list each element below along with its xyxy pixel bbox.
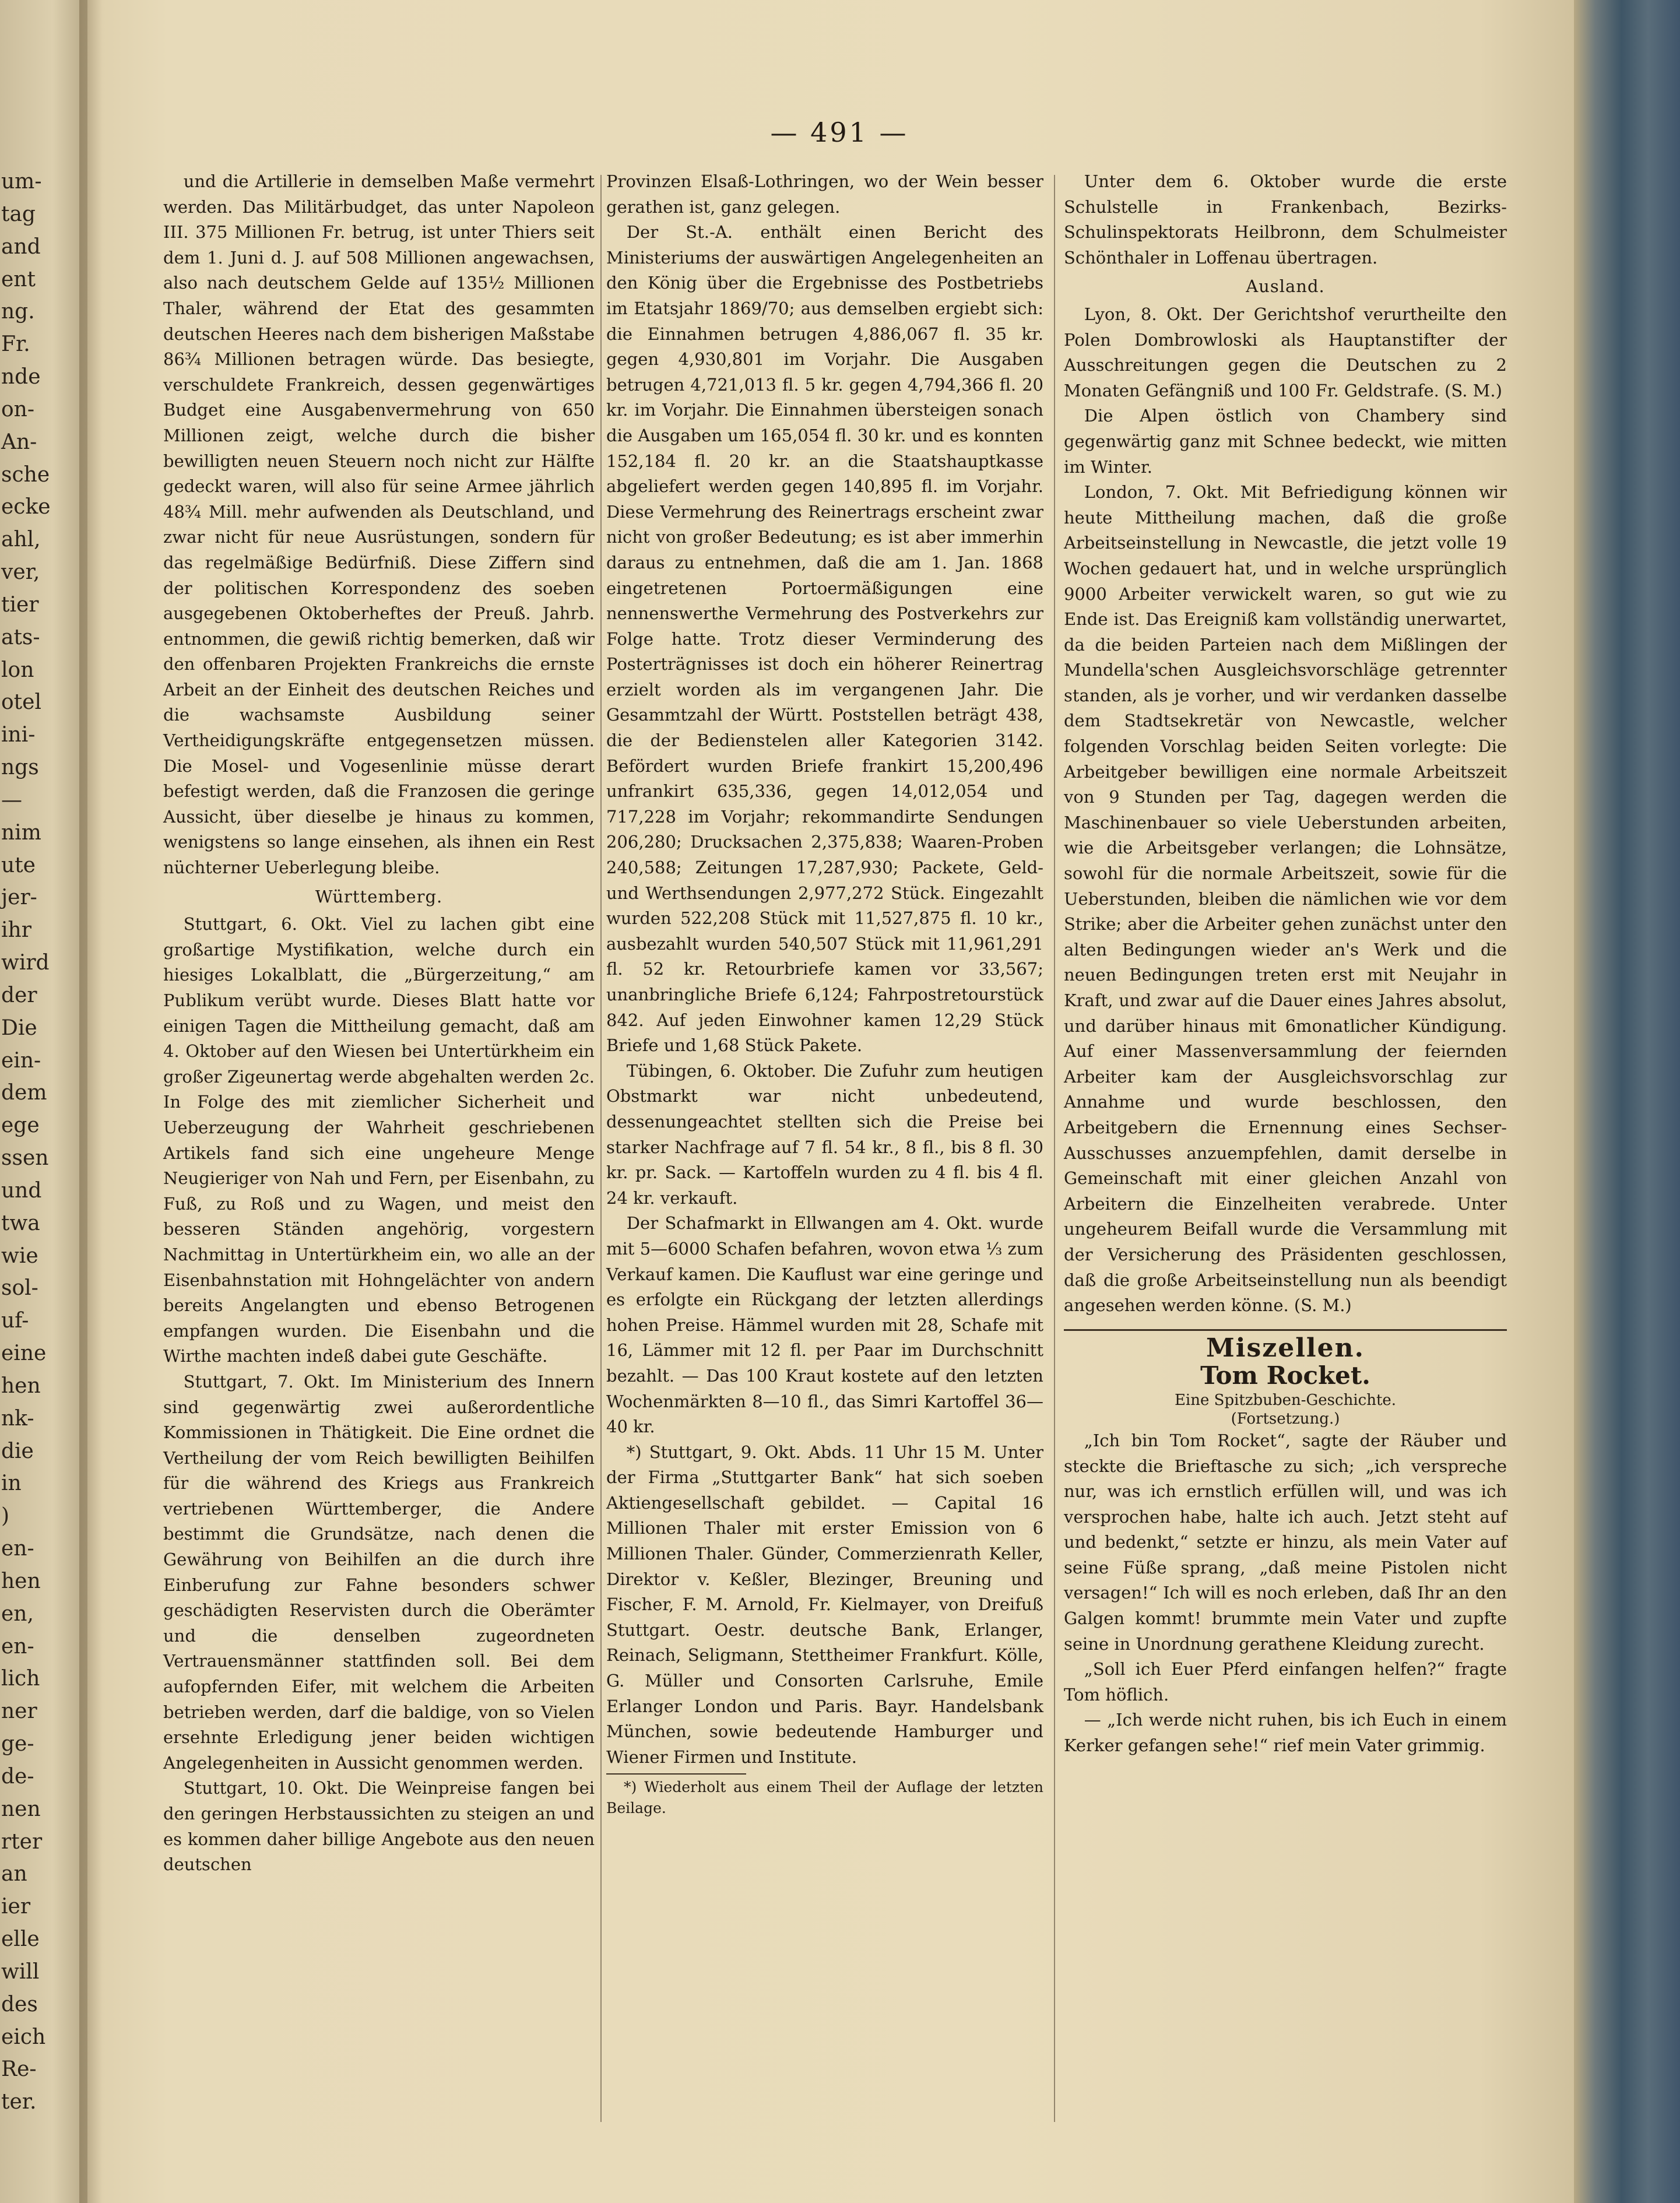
left-page-text-fragment: jer- — [1, 886, 37, 910]
left-page-text-fragment: lon — [1, 658, 34, 682]
left-page-text-fragment: Re- — [1, 2057, 37, 2082]
left-page-text-fragment: ) — [1, 1504, 10, 1529]
left-page-text-fragment: eine — [1, 1341, 47, 1365]
left-page-text-fragment: ahl, — [1, 528, 41, 552]
article-continuation: Provinzen Elsaß-Lothringen, wo der Wein besser gerathen ist, ganz gelegen. — [606, 171, 1043, 217]
column-rule — [1054, 175, 1055, 2122]
left-page-text-fragment: wie — [1, 1243, 38, 1268]
left-page-text-fragment: twa — [1, 1211, 40, 1235]
footnote: *) Wiederholt aus einem Theil der Auflage der letzten Beilage. — [606, 1779, 1043, 1817]
article-stuttgart-6-okt: Stuttgart, 6. Okt. Viel zu lachen gibt eine großartige Mystifikation, welche durch ein hiesiges Lokalblatt, die „Bürgerzeitung,“ am Publikum verübt wurde. Dieses Blatt hatte vor einigen Tagen die Mittheilung gemacht, daß am 4. Oktober auf den Wiesen bei Untertürkheim ein großer Zigeunertag werde abgehalten werden 2c. In Folge des mit ziemlicher Sicherheit und Ueberzeugung der Wahrheit geschriebenen Artikels fand sich eine ungeheure Menge Neugieriger von Nah und Fern, per Eisenbahn, zu Fuß, zu Roß und zu Wagen, und meist den besseren Ständen angehörig, vorgestern Nachmittag in Untertürkheim ein, wo alle an der Eisenbahnstation mit Hohngelächter von andern bereits Angelangten und ebenso Betrogenen empfangen wurden. Die Eisenbahn und die Wirthe machten indeß dabei gute Geschäfte. — [163, 914, 595, 1366]
column-2 — [606, 169, 1043, 1819]
section-heading-ausland: Ausland. — [1246, 276, 1325, 297]
article-schulstelle: Unter dem 6. Oktober wurde die erste Schulstelle in Frankenbach, Bezirks-Schulinspektorats Heilbronn, dem Schulmeister Schönthaler in Loffenau übertragen. — [1064, 171, 1507, 268]
left-page-text-fragment: und — [1, 1178, 42, 1203]
left-page-text-fragment: Die — [1, 1016, 37, 1040]
left-page-text-fragment: tier — [1, 592, 39, 617]
left-page-text-fragment: des — [1, 1992, 38, 2016]
left-page-text-fragment: ter. — [1, 2090, 37, 2114]
left-page-text-fragment: ats- — [1, 625, 40, 649]
left-page-text-fragment: ecke — [1, 495, 51, 519]
left-page-text-fragment: will — [1, 1959, 40, 1984]
article-schafmarkt: Der Schafmarkt in Ellwangen am 4. Okt. wurde mit 5—6000 Schafen befahren, wovon etwa ⅓ zum Verkauf kamen. Die Kauflust war eine geringe und es erfolgte ein Rückgang der letzten allerdings hohen Preise. Hämmel wurden mit 28, Schafe mit 16, Lämmer mit 12 fl. per Paar im Durchschnitt bezahlt. — Das 100 Kraut kostete auf den letzten Wochenmärkten 8—10 fl., das Simri Kartoffel 36—40 kr. — [606, 1213, 1043, 1437]
left-page-text-fragment: and — [1, 234, 41, 259]
column-1 — [163, 169, 595, 1878]
left-page-text-fragment: de- — [1, 1764, 34, 1789]
left-page-text-fragment: ver, — [1, 560, 40, 584]
article-alpen: Die Alpen östlich von Chambery sind gegenwärtig ganz mit Schnee bedeckt, wie mitten im Winter. — [1064, 406, 1507, 477]
left-page-text-fragment: wird — [1, 951, 50, 975]
left-page-text-fragment: nen — [1, 1797, 41, 1821]
section-separator — [1064, 1329, 1507, 1331]
column-3 — [1064, 169, 1507, 1759]
column-rule — [600, 175, 602, 2122]
story-paragraph: „Soll ich Euer Pferd einfangen helfen?“ fragte Tom höflich. — [1064, 1659, 1507, 1705]
left-page-text-fragment: ini- — [1, 723, 36, 747]
left-page-text-fragment: in — [1, 1471, 22, 1496]
left-page-text-fragment: en- — [1, 1634, 34, 1659]
page-gutter-shadow — [79, 0, 103, 2203]
left-page-text-fragment: hen — [1, 1569, 41, 1593]
left-page-text-fragment: dem — [1, 1081, 47, 1105]
left-page-text-fragment: sol- — [1, 1276, 38, 1301]
left-page-text-fragment: ge- — [1, 1732, 34, 1756]
article-postal-report: Der St.-A. enthält einen Bericht des Ministeriums der auswärtigen Angelegenheiten an den König über die Ergebnisse des Postbetriebs im Etatsjahr 1869/70; aus demselben ergiebt sich: die Einnahmen betrugen 4,886,067 fl. 35 kr. gegen 4,930,801 im Vorjahr. Die Ausgaben betrugen 4,721,013 fl. 5 kr. gegen 4,794,366 fl. 20 kr. im Vorjahr. Die Einnahmen übersteigen sonach die Ausgaben um 165,054 fl. 30 kr. und es konnten 152,184 fl. 20 kr. an die Staatshauptkasse abgeliefert werden gegen 140,895 fl. im Vorjahr. Diese Vermehrung des Reinertrags erscheint zwar nicht von großer Bedeutung; es ist aber immerhin daraus zu entnehmen, daß die am 1. Jan. 1868 eingetretenen Portoermäßigungen eine nennenswerthe Vermehrung des Postverkehrs zur Folge hatte. Trotz dieser Verminderung des Posterträgnisses ist doch ein höherer Reinertrag erzielt worden als im vergangenen Jahr. Die Gesammtzahl der Württ. Poststellen beträgt 438, die der Bedienstelen aller Kategorien 3142. Befördert wurden Briefe frankirt 15,200,496 unfrankirt 635,336, gegen 14,012,054 und 717,228 im Vorjahr; rekommandirte Sendungen 206,280; Drucksachen 2,375,838; Waaren-Proben 240,588; Zeitungen 17,287,930; Packete, Geld- und Werthsendungen 2,977,272 Stück. Eingezahlt wurden 522,208 Stück mit 11,527,875 fl. 10 kr., ausbezahlt wurden 540,507 Stück mit 11,961,291 fl. 52 kr. Retourbriefe kamen vor 33,567; unanbringliche Briefe 6,124; Fahrpostretourstück 842. Auf jeden Einwohner kamen 12,29 Stück Briefe und 1,68 Stück Pakete. — [606, 222, 1043, 1056]
footnote-rule — [606, 1773, 746, 1775]
article-tuebingen: Tübingen, 6. Oktober. Die Zufuhr zum heutigen Obstmarkt war nicht unbedeutend, dessenungeachtet stellten sich die Preise bei starker Nachfrage auf 7 fl. 54 kr., 8 fl., bis 8 fl. 30 kr. pr. Sack. — Kartoffeln wurden zu 4 fl. bis 4 fl. 24 kr. verkauft. — [606, 1060, 1043, 1208]
article-military-budget: und die Artillerie in demselben Maße vermehrt werden. Das Militärbudget, das unter Napoleon III. 375 Millionen Fr. betrug, ist unter Thiers seit dem 1. Juni d. J. auf 508 Millionen angewachsen, also nach deutschem Gelde auf 135½ Millionen Thaler, während der Etat des gesammten deutschen Heeres nach dem bisherigen Maßstabe 86¾ Millionen betragen würde. Das besiegte, verschuldete Frankreich, dessen gegenwärtiges Budget eine Ausgabenvermehrung von 650 Millionen zeigt, welche durch die bisher bewilligten neuen Steuern noch nicht zur Hälfte gedeckt waren, will also für seine Armee jährlich 48¾ Mill. mehr aufwenden als Deutschland, und zwar nicht für neue Ausrüstungen, sondern für das regelmäßige Bedürfniß. Diese Ziffern sind der politischen Korrespondenz des soeben ausgegebenen Oktoberheftes der Preuß. Jahrb. entnommen, die gewiß richtig bemerken, daß wir den offenbaren Projekten Frankreichs die ernste Arbeit an der Einheit des deutschen Reiches und die wachsamste Ausbildung seiner Vertheidigungskräfte entgegensetzen müssen. Die Mosel- und Vogesenlinie müsse derart befestigt werden, daß die Franzosen die geringe Aussicht, über dieselbe je hinaus zu kommen, wenigstens so lange einsehen, als ihnen ein Rest nüchterner Ueberlegung bleibe. — [163, 171, 595, 878]
left-page-text-fragment: en, — [1, 1601, 34, 1626]
left-page-text-fragment: nk- — [1, 1406, 34, 1431]
left-page-text-fragment: elle — [1, 1927, 40, 1951]
left-page-text-fragment: ihr — [1, 918, 31, 943]
left-page-text-fragment: hen — [1, 1373, 41, 1398]
story-subtitle: Eine Spitzbuben-Geschichte. — [1174, 1391, 1397, 1409]
left-page-text-fragment: an — [1, 1862, 27, 1886]
left-page-text-fragment: ssen — [1, 1146, 49, 1170]
left-page-text-fragment: uf- — [1, 1309, 29, 1333]
left-page-text-fragment: sche — [1, 462, 50, 487]
left-page-text-fragment: Fr. — [1, 332, 30, 357]
story-continuation-note: (Fortsetzung.) — [1231, 1410, 1340, 1428]
left-page-text-fragment: um- — [1, 170, 42, 194]
left-page-text-fragment: — — [1, 788, 22, 812]
story-paragraph: „Ich bin Tom Rocket“, sagte der Räuber und steckte die Brieftasche zu sich; „ich verspreche nur, was ich ernstlich erfüllen will, und was ich versprochen habe, halte ich auch. Jetzt steht auf und bedenkt,“ setzte er hinzu, als mein Vater auf seine Füße sprang, „daß meine Pistolen nicht versagen!“ Ich will es noch erleben, daß Ihr an den Galgen kommt! brummte mein Vater und zupfte seine in Unordnung gerathene Kleidung zurecht. — [1064, 1430, 1507, 1654]
left-page-edge — [0, 0, 87, 2203]
left-page-text-fragment: ier — [1, 1895, 31, 1919]
article-lyon: Lyon, 8. Okt. Der Gerichtshof verurtheilte den Polen Dombrowloski als Hauptanstifter der Ausschreitungen gegen die Deutschen zu 2 Monaten Gefängniß und 100 Fr. Geldstrafe. (S. M.) — [1064, 304, 1507, 400]
article-stuttgart-7-okt: Stuttgart, 7. Okt. Im Ministerium des Innern sind gegenwärtig zwei außerordentliche Kommissionen in Thätigkeit. Die Eine ordnet die Vertheilung der vom Reich bewilligten Beihilfen für die während des Kriegs aus Frankreich vertriebenen Württemberger, die Andere bestimmt die Grundsätze, nach denen die Gewährung von Beihilfen an die durch ihre Einberufung zur Fahne besonders schwer geschädigten Reservisten durch die Oberämter und die denselben zugeordneten Vertrauensmänner stattfinden soll. Bei dem aufopfernden Eifer, mit welchem die Arbeiten betrieben werden, darf die baldige, von so Vielen ersehnte Erledigung jener beiden wichtigen Angelegenheiten in Aussicht genommen werden. — [163, 1371, 595, 1773]
story-paragraph: — „Ich werde nicht ruhen, bis ich Euch in einem Kerker gefangen sehe!“ rief mein Vater grimmig. — [1064, 1710, 1507, 1756]
article-london: London, 7. Okt. Mit Befriedigung können wir heute Mittheilung machen, daß die große Arbeitseinstellung in Newcastle, die jetzt volle 19 Wochen gedauert hat, und in welche ursprünglich 9000 Arbeiter verwickelt waren, so gut wie zu Ende ist. Das Ereigniß kam vollständig unerwartet, da die beiden Parteien nach dem Mißlingen der Mundella'schen Ausgleichsvorschläge getrennter standen, als je vorher, und wir verdanken dasselbe dem Stadtsekretär von Newcastle, welcher folgenden Vorschlag beiden Seiten vorlegte: Die Arbeitgeber bewilligen eine normale Arbeitszeit von 9 Stunden per Tag, dagegen werden die Maschinenbauer so viele Ueberstunden arbeiten, wie die Arbeitsgeber verlangen; die Lohnsätze, sowohl für die normale Arbeitszeit, sowie für die Ueberstunden, bleiben die nämlichen wie vor dem Strike; aber die Arbeiter gehen zunächst unter den alten Bedingungen wieder an's Werk und die neuen Bedingungen treten erst mit Neujahr in Kraft, und zwar auf die Dauer eines Jahres absolut, und darüber hinaus mit 6monatlicher Kündigung. Auf einer Massenversammlung der feiernden Arbeiter kam der Ausgleichsvorschlag zur Annahme und wurde beschlossen, den Arbeitgebern die Ernennung eines Sechser-Ausschusses anzuempfehlen, damit derselbe in Gemeinschaft mit einer gleichen Anzahl von Arbeitern die Einzelheiten verabrede. Unter ungeheurem Beifall wurde die Versammlung mit der Versicherung des Präsidenten geschlossen, daß die große Arbeitseinstellung nun als beendigt angesehen werden könne. (S. M.) — [1064, 482, 1507, 1316]
section-heading-wuerttemberg: Württemberg. — [315, 886, 443, 907]
section-heading-miszellen: Miszellen. — [1206, 1333, 1365, 1363]
left-page-text-fragment: ent — [1, 267, 36, 291]
left-page-text-fragment: tag — [1, 202, 36, 226]
left-page-text-fragment: die — [1, 1439, 34, 1463]
left-page-text-fragment: An- — [1, 430, 37, 454]
story-title: Tom Rocket. — [1200, 1361, 1370, 1390]
left-page-text-fragment: lich — [1, 1667, 40, 1691]
article-stuttgarter-bank: *) Stuttgart, 9. Okt. Abds. 11 Uhr 15 M. Unter der Firma „Stuttgarter Bank“ hat sich soeben Aktiengesellschaft gebildet. — Capital 16 Millionen Thaler mit erster Emission von 6 Millionen Thaler. Günder, Commerzienrath Keller, Direktor v. Keßler, Blezinger, Breuning und Fischer, F. M. Arnold, Fr. Kielmayer, von Dreifuß Stuttgart. Oestr. deutsche Bank, Erlanger, Reinach, Seligmann, Stettheimer Frankfurt. Kölle, G. Müller und Consorten Carlsruhe, Emile Erlanger London und Paris. Bayr. Handelsbank München, sowie bedeutende Hamburger und Wiener Firmen und Institute. — [606, 1442, 1043, 1767]
left-page-text-fragment: ner — [1, 1699, 37, 1724]
left-page-text-fragment: eich — [1, 2025, 46, 2049]
left-page-text-fragment: nim — [1, 820, 41, 845]
left-page-text-fragment: ngs — [1, 756, 39, 779]
page-number: — 491 — — [770, 117, 909, 148]
left-page-text-fragment: ute — [1, 853, 36, 877]
left-page-text-fragment: ng. — [1, 300, 35, 324]
book-spine — [1574, 0, 1680, 2203]
left-page-text-fragment: on- — [1, 397, 35, 421]
left-page-text-fragment: nde — [1, 365, 41, 389]
left-page-text-fragment: rter — [1, 1829, 43, 1854]
left-page-text-fragment: en- — [1, 1537, 34, 1561]
article-stuttgart-10-okt: Stuttgart, 10. Okt. Die Weinpreise fangen bei den geringen Herbstaussichten zu steigen an und es kommen daher billige Angebote aus den neuen deutschen — [163, 1778, 595, 1875]
left-page-text-fragment: der — [1, 983, 37, 1007]
left-page-text-fragment: otel — [1, 690, 41, 715]
left-page-text-fragment: ege — [1, 1113, 40, 1138]
left-page-text-fragment: ein- — [1, 1048, 41, 1073]
